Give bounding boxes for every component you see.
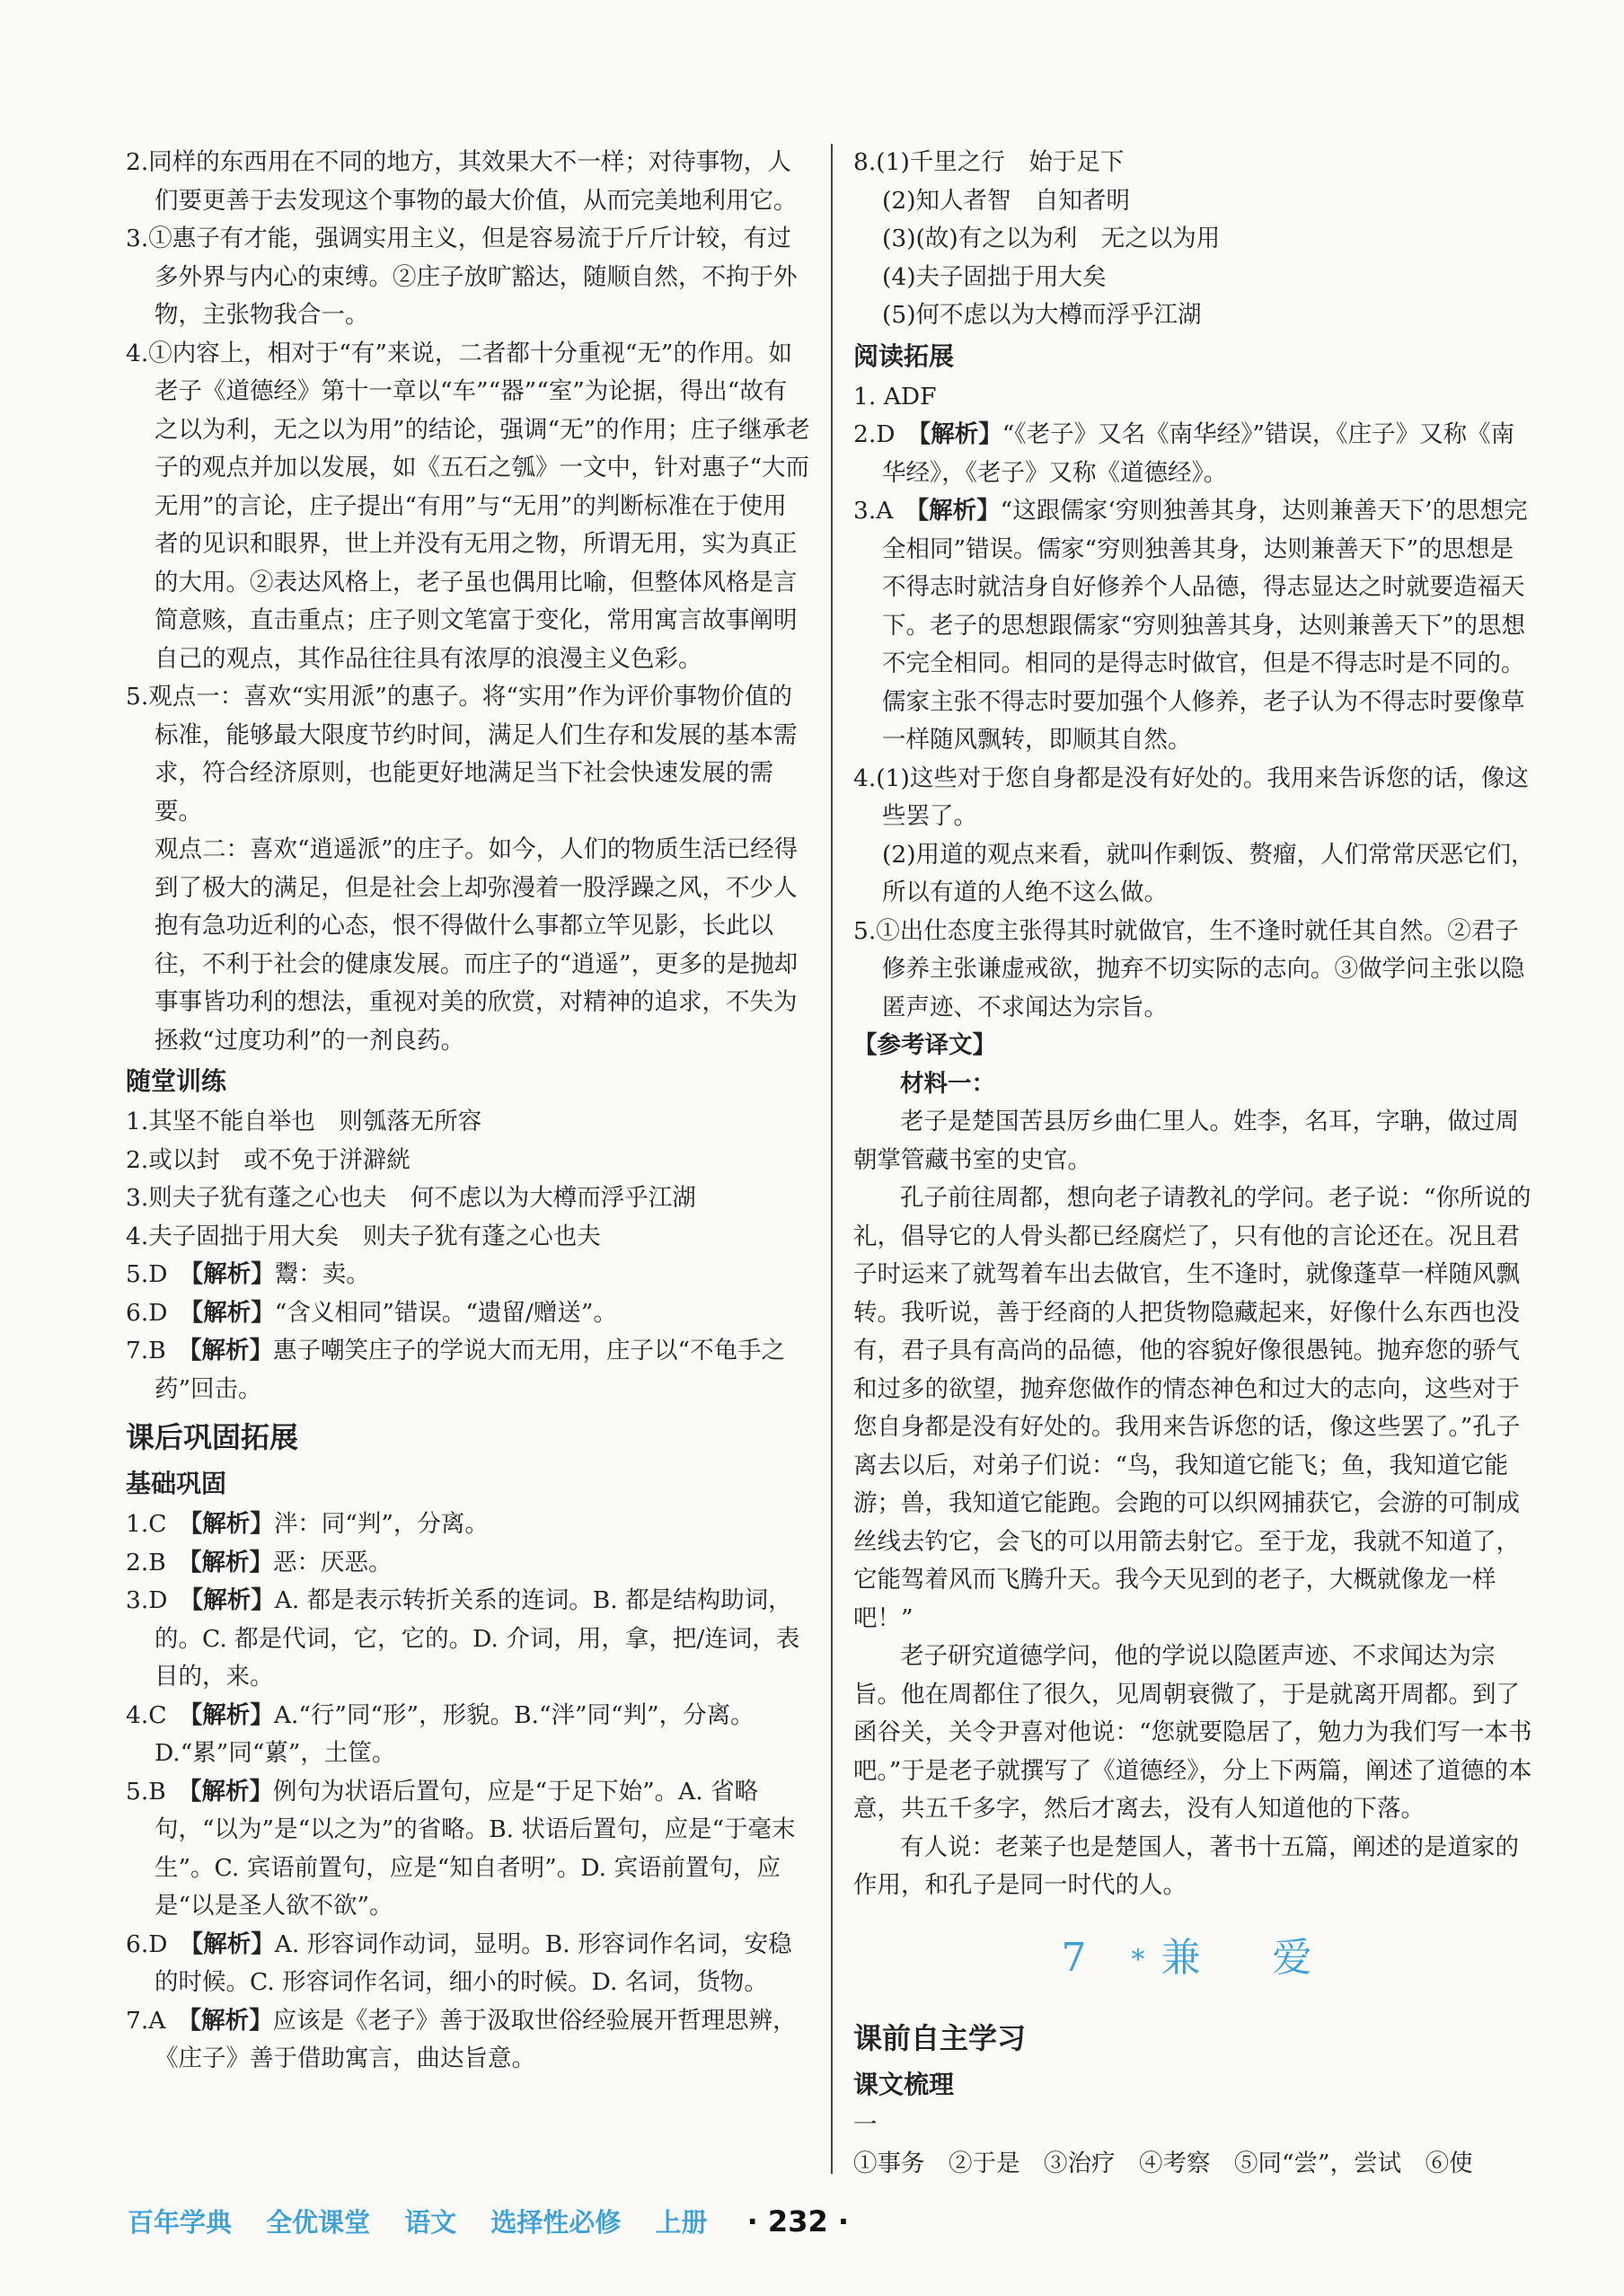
translation-para-4: 有人说：老莱子也是楚国人，著书十五篇，阐述的是道家的作用，和孔子是同一时代的人。 <box>853 1832 1519 1899</box>
column-divider <box>831 144 833 2174</box>
answer-8-5: (5)何不虑以为大樽而浮乎江湖 <box>882 301 1202 329</box>
lesson-name: 兼 爱 <box>1161 1934 1328 1981</box>
drill-7: 7.B 【解析】惠子嘲笑庄子的学说大而无用，庄子以“不龟手之药”回击。 <box>126 1337 786 1403</box>
basic-7: 7.A 【解析】应该是《老子》善于汲取世俗经验展开哲理思辨，《庄子》善于借助寓言，曲达旨意。 <box>126 2006 797 2072</box>
lesson-star-mark: * <box>1131 1944 1161 1975</box>
basic-2: 2.B 【解析】恶：厌恶。 <box>126 1548 393 1576</box>
reading-4-1: 4.(1)这些对于您自身都是没有好处的。我用来告诉您的话，像这些罢了。 <box>853 764 1529 830</box>
translation-para-3: 老子研究道德学问，他的学说以隐匿声迹、不求闻达为宗旨。他在周都住了很久，见周朝衰微了，于是就离开周都。到了函谷关，关令尹喜对他说：“您就要隐居了，勉力为我们写一本书吧。”于是老子就撰写了《道德经》，分上下两篇，阐述了道德的本意，共五千多字，然后才离去，没有人知道他的下落。 <box>853 1642 1532 1823</box>
translation-para-1: 老子是楚国苦县厉乡曲仁里人。姓李，名耳，字聃，做过周朝掌管藏书室的史官。 <box>853 1108 1519 1174</box>
basic-4: 4.C 【解析】A.“行”同“形”，形貌。B.“泮”同“判”，分离。D.“累”同“蔂”，土筐。 <box>126 1700 755 1767</box>
reading-1: 1. ADF <box>853 382 937 411</box>
drill-3: 3.则夫子犹有蓬之心也夫 何不虑以为大樽而浮乎江湖 <box>126 1184 696 1212</box>
reading-3: 3.A 【解析】“这跟儒家‘穷则独善其身，达则兼善天下’的思想完全相同”错误。儒家“穷则独善其身，达则兼善天下”的思想是不得志时就洁身自好修养个人品德，得志显达之时就要造福天下。老子的思想跟儒家“穷则独善其身，达则兼善天下”的思想不完全相同。相同的是得志时做官，但是不得志时是不同的。儒家主张不得志时要加强个人修养，老子认为不得志时要像草一样随风飘转，即顺其自然。 <box>853 497 1528 754</box>
lesson-number: 7 <box>1061 1934 1103 1981</box>
page-footer <box>128 2203 849 2239</box>
answer-8-1: 8.(1)千里之行 始于足下 <box>853 148 1125 176</box>
basic-1: 1.C 【解析】泮：同“判”，分离。 <box>126 1510 489 1538</box>
reading-2: 2.D 【解析】“《老子》又名《南华经》”错误，《庄子》又称《南华经》，《老子》又称《道德经》。 <box>853 420 1515 487</box>
footer-series: 全优课堂 <box>266 2207 371 2238</box>
drill-6: 6.D 【解析】“含义相同”错误。“遗留/赠送”。 <box>126 1298 617 1327</box>
basic-6: 6.D 【解析】A. 形容词作动词，显明。B. 形容词作名词，安稳的时候。C. 形容词作名词，细小的时候。D. 名词，货物。 <box>126 1930 792 1996</box>
answer-4: 4.①内容上，相对于“有”来说，二者都十分重视“无”的作用。如老子《道德经》第十一章以“车”“器”“室”为论据，得出“故有之以为利，无之以为用”的结论，强调“无”的作用；庄子继承老子的观点并加以发展，如《五石之瓠》一文中，针对惠子“大而无用”的言论，庄子提出“有用”与“无用”的判断标准在于使用者的见识和眼界，世上并没有无用之物，所谓无用，实为真正的大用。②表达风格上，老子虽也偶用比喻，但整体风格是言简意赅，直击重点；庄子则文笔富于变化，常用寓言故事阐明自己的观点，其作品往往具有浓厚的浪漫主义色彩。 <box>126 339 810 673</box>
basic-5: 5.B 【解析】例句为状语后置句，应是“于足下始”。A. 省略句，“以为”是“以之为”的省略。B. 状语后置句，应是“于毫末生”。C. 宾语前置句，应是“知自者明”。D. 宾语前置句，应是“以是圣人欲不欲”。 <box>126 1777 796 1920</box>
answer-8-3: (3)(故)有之以为利 无之以为用 <box>882 225 1221 252</box>
right-column <box>853 144 1536 2183</box>
answer-5-view-2: 观点二：喜欢“逍遥派”的庄子。如今，人们的物质生活已经得到了极大的满足，但是社会上却弥漫着一股浮躁之风，不少人抱有急功近利的心态，恨不得做什么事都立竿见影，长此以往，不利于社会的健康发展。而庄子的“逍遥”，更多的是抛却事事皆功利的想法，重视对美的欣赏，对精神的追求，不失为拯救“过度功利”的一剂良药。 <box>154 835 799 1055</box>
footer-brand: 百年学典 <box>128 2207 233 2238</box>
translation-para-2: 孔子前往周都，想向老子请教礼的学问。老子说：“你所说的礼，倡导它的人骨头都已经腐烂了，只有他的言论还在。况且君子时运来了就驾着车出去做官，生不逢时，就像蓬草一样随风飘转。我听说，善于经商的人把货物隐藏起来，好像什么东西也没有，君子具有高尚的品德，他的容貌好像很愚钝。抛弃您的骄气和过多的欲望，抛弃您做作的情态神色和过大的志向，这些对于您自身都是没有好处的。我用来告诉您的话，像这些罢了。”孔子离去以后，对弟子们说：“鸟，我知道它能飞；鱼，我知道它能游；兽，我知道它能跑。会跑的可以织网捕获它，会游的可制成丝线去钓它，会飞的可以用箭去射它。至于龙，我就不知道了，它能驾着风而飞腾升天。我今天见到的老子，大概就像龙一样吧！” <box>853 1184 1531 1632</box>
left-column <box>126 144 810 2079</box>
section-title-kehou: 课后巩固拓展 <box>126 1420 299 1454</box>
answer-3: 3.①惠子有才能，强调实用主义，但是容易流于斤斤计较，有过多外界与内心的束缚。②庄子放旷豁达，随顺自然，不拘于外物，主张物我合一。 <box>126 225 798 329</box>
drill-1: 1.其坚不能自举也 则瓠落无所容 <box>126 1108 482 1135</box>
material-1-label: 材料一： <box>900 1069 995 1098</box>
footer-book: 选择性必修 <box>490 2207 622 2238</box>
drill-4: 4.夫子固拙于用大矣 则夫子犹有蓬之心也夫 <box>126 1222 601 1250</box>
answer-8-4: (4)夫子固拙于用大矣 <box>882 262 1107 291</box>
footer-subject: 语文 <box>404 2207 457 2238</box>
section-title-suitang: 随堂训练 <box>126 1066 227 1096</box>
answer-5-view-1: 5.观点一：喜欢“实用派”的惠子。将“实用”作为评价事物价值的标准，能够最大限度节约时间，满足人们生存和发展的基本需求，符合经济原则，也能更好地满足当下社会快速发展的需要。 <box>126 683 798 826</box>
section-title-keqian: 课前自主学习 <box>853 2021 1027 2055</box>
reference-translation-title: 【参考译文】 <box>853 1031 996 1059</box>
reading-4-2: (2)用道的观点来看，就叫作剩饭、赘瘤，人们常常厌恶它们，所以有道的人绝不这么做。 <box>882 840 1535 906</box>
answer-2: 2.同样的东西用在不同的地方，其效果大不一样；对待事物，人们要更善于去发现这个事物的最大价值，从而完美地利用它。 <box>126 148 798 215</box>
drill-2: 2.或以封 或不免于洴澼絖 <box>126 1145 410 1174</box>
basic-3: 3.D 【解析】A. 都是表示转折关系的连词。B. 都是结构助词，的。C. 都是代词，它，它的。D. 介词，用，拿，把/连词，表目的，来。 <box>126 1586 800 1691</box>
section-title-kewen: 课文梳理 <box>853 2070 955 2099</box>
section-title-jichu: 基础巩固 <box>126 1469 227 1498</box>
drill-5: 5.D 【解析】鬻：卖。 <box>126 1260 370 1288</box>
vocab-answers: ①事务 ②于是 ③治疗 ④考察 ⑤同“尝”，尝试 ⑥使 <box>853 2149 1473 2177</box>
page-number: · 232 · <box>746 2204 850 2239</box>
lesson-title <box>853 1927 1536 1992</box>
reading-5: 5.①出仕态度主张得其时就做官，生不逢时就任其自然。②君子修养主张谦虚戒欲，抛弃不切实际的志向。③做学问主张以隐匿声迹、不求闻达为宗旨。 <box>853 916 1525 1021</box>
footer-volume: 上册 <box>655 2207 708 2238</box>
section-title-yuedu: 阅读拓展 <box>853 340 955 371</box>
part-one-label: 一 <box>853 2111 878 2139</box>
answer-8-2: (2)知人者智 自知者明 <box>882 186 1131 215</box>
